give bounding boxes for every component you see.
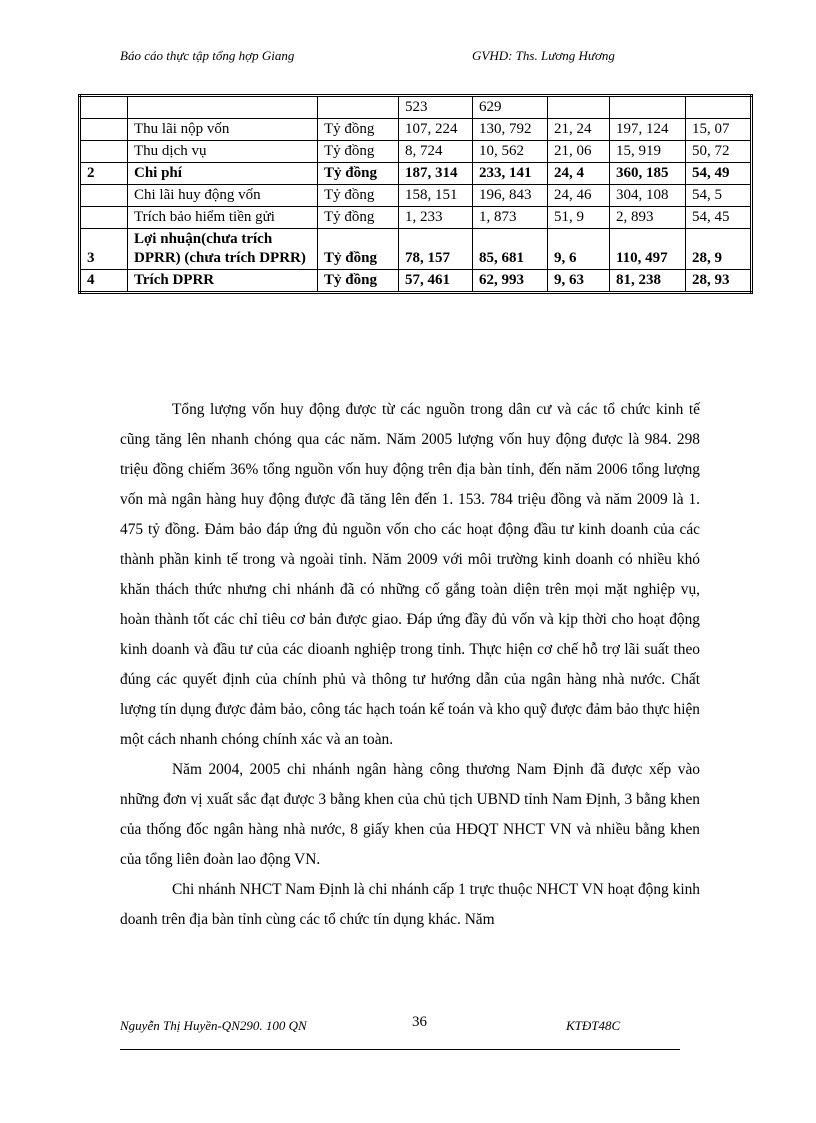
footer-left: Nguyễn Thị Huyền-QN290. 100 QN — [120, 1018, 307, 1033]
cell-no — [80, 119, 128, 141]
cell-unit — [318, 96, 399, 119]
cell-v2006: 629 — [473, 96, 548, 119]
cell-v2006: 10, 562 — [473, 141, 548, 163]
cell-g2: 54, 45 — [686, 207, 752, 229]
cell-v2005: 158, 151 — [399, 185, 473, 207]
table-row — [80, 119, 752, 141]
cell-g2: 28, 9 — [686, 229, 752, 270]
body-text — [120, 395, 700, 935]
cell-v2009 — [610, 96, 686, 119]
cell-v2005: 1, 233 — [399, 207, 473, 229]
cell-item: Thu dịch vụ — [128, 141, 318, 163]
table-row — [80, 141, 752, 163]
cell-item: Chi lãi huy động vốn — [128, 185, 318, 207]
paragraph: Chi nhánh NHCT Nam Định là chi nhánh cấp 1 trực thuộc NHCT VN hoạt động kinh doanh trên địa bàn tỉnh cùng các tổ chức tín dụng khác. Năm — [120, 881, 700, 928]
table-row — [80, 185, 752, 207]
cell-no: 4 — [80, 270, 128, 293]
cell-v2009: 2, 893 — [610, 207, 686, 229]
cell-v2009: 360, 185 — [610, 163, 686, 185]
cell-g2: 54, 5 — [686, 185, 752, 207]
cell-v2005: 107, 224 — [399, 119, 473, 141]
cell-g1: 9, 6 — [548, 229, 610, 270]
cell-g1: 24, 4 — [548, 163, 610, 185]
cell-g1: 21, 24 — [548, 119, 610, 141]
cell-v2009: 197, 124 — [610, 119, 686, 141]
cell-no — [80, 141, 128, 163]
cell-unit: Tỷ đồng — [318, 229, 399, 270]
cell-g2: 50, 72 — [686, 141, 752, 163]
cell-v2006: 233, 141 — [473, 163, 548, 185]
paragraph: Năm 2004, 2005 chi nhánh ngân hàng công thương Nam Định đã được xếp vào những đơn vị xuất sắc đạt được 3 bằng khen của chủ tịch UBND tỉnh Nam Định, 3 bằng khen của thống đốc ngân hàng nhà nước, 8 giấy khen của HĐQT NHCT VN và nhiều bằng khen của tổng liên đoàn lao động VN. — [120, 761, 700, 868]
cell-v2009: 15, 919 — [610, 141, 686, 163]
table-row — [80, 207, 752, 229]
cell-v2009: 304, 108 — [610, 185, 686, 207]
table-row — [80, 229, 752, 270]
cell-item: Thu lãi nộp vốn — [128, 119, 318, 141]
cell-item: Trích DPRR — [128, 270, 318, 293]
cell-no — [80, 185, 128, 207]
cell-no: 2 — [80, 163, 128, 185]
cell-g2: 54, 49 — [686, 163, 752, 185]
cell-no — [80, 96, 128, 119]
header-left: Báo cáo thực tập tổng hợp Giang — [120, 48, 295, 63]
cell-v2006: 196, 843 — [473, 185, 548, 207]
footer-right: KTĐT48C — [566, 1018, 621, 1033]
cell-unit: Tỷ đồng — [318, 207, 399, 229]
cell-g1: 21, 06 — [548, 141, 610, 163]
cell-g1: 9, 63 — [548, 270, 610, 293]
paragraph: Tổng lượng vốn huy động được từ các nguồn trong dân cư và các tổ chức kinh tế cũng tăng lên nhanh chóng qua các năm. Năm 2005 lượng vốn huy động được là 984. 298 triệu đồng chiếm 36% tổng nguồn vốn huy động trên địa bàn tỉnh, đến năm 2006 tổng lượng vốn mà ngân hàng huy động được đã tăng lên đến 1. 153. 784 triệu đồng và năm 2009 là 1. 475 tỷ đồng. Đảm bảo đáp ứng đủ nguồn vốn cho các hoạt động đầu tư kinh doanh của các thành phần kinh tế trong và ngoài tỉnh. Năm 2009 với môi trường kinh doanh có nhiều khó khăn thách thức nhưng chi nhánh đã có những cố gắng toàn diện trên mọi mặt nghiệp vụ, hoàn thành tốt các chỉ tiêu cơ bản được giao. Đáp ứng đầy đủ vốn và kịp thời cho hoạt động kinh doanh và đầu tư của các dioanh nghiệp trong tỉnh. Thực hiện cơ chế hỗ trợ lãi suất theo đúng các quyết định của chính phủ và thông tư hướng dẫn của ngân hàng nhà nước. Chất lượng tín dụng được đảm bảo, công tác hạch toán kế toán và kho quỹ được đảm bảo thực hiện một cách nhanh chóng chính xác và an toàn. — [120, 401, 700, 748]
cell-v2009: 110, 497 — [610, 229, 686, 270]
cell-v2005: 523 — [399, 96, 473, 119]
data-table — [78, 94, 753, 294]
cell-v2006: 1, 873 — [473, 207, 548, 229]
page-number: 36 — [412, 1014, 427, 1030]
cell-g2: 15, 07 — [686, 119, 752, 141]
cell-unit: Tỷ đồng — [318, 119, 399, 141]
table-row — [80, 96, 752, 119]
cell-g1: 24, 46 — [548, 185, 610, 207]
cell-v2005: 78, 157 — [399, 229, 473, 270]
cell-v2005: 57, 461 — [399, 270, 473, 293]
cell-v2006: 62, 993 — [473, 270, 548, 293]
cell-v2006: 85, 681 — [473, 229, 548, 270]
footer-rule — [120, 1049, 680, 1050]
cell-no: 3 — [80, 229, 128, 270]
cell-item: Chi phí — [128, 163, 318, 185]
cell-unit: Tỷ đồng — [318, 185, 399, 207]
cell-item: Trích bảo hiểm tiền gửi — [128, 207, 318, 229]
cell-v2009: 81, 238 — [610, 270, 686, 293]
cell-g2: 28, 93 — [686, 270, 752, 293]
header-right: GVHD: Ths. Lương Hương — [472, 48, 615, 63]
cell-g1 — [548, 96, 610, 119]
cell-unit: Tỷ đồng — [318, 163, 399, 185]
cell-v2005: 187, 314 — [399, 163, 473, 185]
cell-no — [80, 207, 128, 229]
cell-g1: 51, 9 — [548, 207, 610, 229]
cell-unit: Tỷ đồng — [318, 270, 399, 293]
cell-unit: Tỷ đồng — [318, 141, 399, 163]
cell-item: Lợi nhuận(chưa trích DPRR) (chưa trích DPRR) — [128, 229, 318, 270]
cell-g2 — [686, 96, 752, 119]
cell-v2006: 130, 792 — [473, 119, 548, 141]
cell-item — [128, 96, 318, 119]
cell-v2005: 8, 724 — [399, 141, 473, 163]
table-row — [80, 270, 752, 293]
table-row — [80, 163, 752, 185]
